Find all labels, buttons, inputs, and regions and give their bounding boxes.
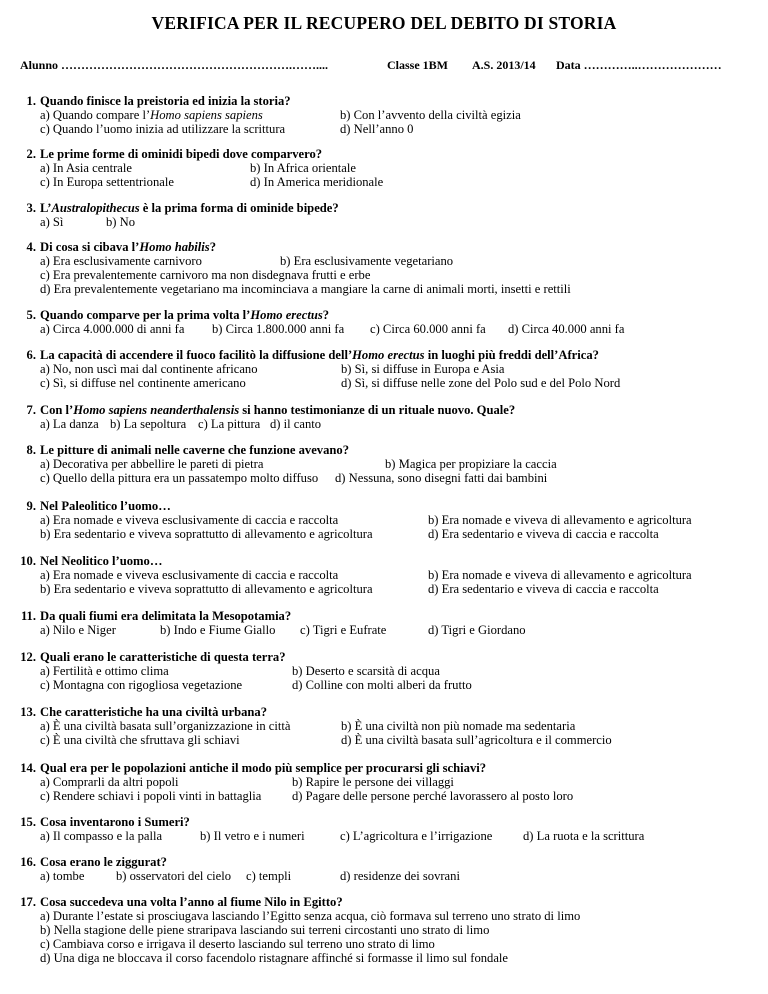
option-d: d) residenze dei sovrani [340,869,460,883]
option-b: b) Era nomade e viveva di allevamento e agricoltura [428,513,692,527]
option-a: a) Durante l’estate si prosciugava lasciando l’Egitto senza acqua, ciò formava sul terreno uno strato di limo [40,909,581,923]
option-c: c) Sì, si diffuse nel continente americano [40,376,246,390]
option-a: a) No, non uscì mai dal continente africano [40,362,258,376]
option-d: d) Circa 40.000 anni fa [508,322,625,336]
question-number: 17. [20,895,36,909]
question-text: Con l’Homo sapiens neanderthalensis si hanno testimonianze di un rituale nuovo. Quale? [40,403,516,417]
option-d: d) In America meridionale [250,175,384,189]
question-number: 13. [20,705,36,719]
question-2 [18,147,758,189]
question-number: 6. [26,348,36,362]
option-c: c) Cambiava corso e irrigava il deserto lasciando sul terreno uno strato di limo [40,937,435,951]
question-number: 8. [26,443,36,457]
option-c: b) Era sedentario e viveva soprattutto di allevamento e agricoltura [40,582,373,596]
question-11 [18,609,758,637]
option-d: d) Era sedentario e viveva di caccia e raccolta [428,582,659,596]
question-1 [18,94,758,136]
option-a: a) La danza [40,417,99,431]
option-b: b) Magica per propiziare la caccia [385,457,557,471]
question-text: Cosa inventarono i Sumeri? [40,815,190,829]
option-c: c) È una civiltà che sfruttava gli schiavi [40,733,240,747]
option-c: c) Era prevalentemente carnivoro ma non disdegnava frutti e erbe [40,268,371,282]
option-a: a) Nilo e Niger [40,623,116,637]
option-a: a) Era nomade e viveva esclusivamente di caccia e raccolta [40,568,339,582]
question-4 [18,240,758,296]
option-b: b) Sì, si diffuse in Europa e Asia [341,362,505,376]
option-d: d) La ruota e la scrittura [523,829,645,843]
student-header [20,58,750,74]
option-d: d) Era prevalentemente vegetariano ma incominciava a mangiare la carne di animali morti, insetti e rettili [40,282,571,296]
option-d: d) il canto [270,417,322,431]
school-year-label: A.S. 2013/14 [472,58,536,72]
option-b: b) osservatori del cielo [116,869,232,883]
option-a: a) Sì [40,215,64,229]
option-a: a) tombe [40,869,85,883]
option-c: c) Quello della pittura era un passatempo molto diffuso [40,471,319,485]
option-d: d) Colline con molti alberi da frutto [292,678,472,692]
question-number: 1. [26,94,36,108]
option-d: d) Tigri e Giordano [428,623,526,637]
question-text: Qual era per le popolazioni antiche il modo più semplice per procurarsi gli schiavi? [40,761,487,775]
question-text: Le prime forme di ominidi bipedi dove comparvero? [40,147,323,161]
option-d: d) Nell’anno 0 [340,122,414,136]
question-6 [18,348,758,390]
option-d: d) È una civiltà basata sull’agricoltura e il commercio [341,733,612,747]
option-c: c) Circa 60.000 anni fa [370,322,486,336]
option-a: a) È una civiltà basata sull’organizzazione in città [40,719,291,733]
question-12 [18,650,758,692]
question-14 [18,761,758,803]
question-13 [18,705,758,747]
question-text: Nel Neolitico l’uomo… [40,554,163,568]
question-15 [18,815,758,843]
question-number: 15. [20,815,36,829]
option-c: c) templi [246,869,292,883]
option-c: b) Era sedentario e viveva soprattutto di allevamento e agricoltura [40,527,373,541]
question-9 [18,499,758,541]
option-b: b) No [106,215,136,229]
option-d: d) Pagare delle persone perché lavorassero al posto loro [292,789,574,803]
question-text: La capacità di accendere il fuoco facilitò la diffusione dell’Homo erectus in luoghi più freddi dell’Africa? [40,348,599,362]
question-number: 11. [20,609,36,623]
option-c: c) L’agricoltura e l’irrigazione [340,829,493,843]
question-number: 3. [26,201,36,215]
question-text: Le pitture di animali nelle caverne che funzione avevano? [40,443,349,457]
option-a: a) Era esclusivamente carnivoro [40,254,202,268]
option-c: c) In Europa settentrionale [40,175,174,189]
option-b: b) È una civiltà non più nomade ma sedentaria [341,719,576,733]
student-name-field: Alunno ………………………………………………….…….... [20,58,329,72]
option-a: a) Era nomade e viveva esclusivamente di caccia e raccolta [40,513,339,527]
option-a: a) Comprarli da altri popoli [40,775,179,789]
question-number: 10. [20,554,36,568]
option-a: a) In Asia centrale [40,161,132,175]
option-b: b) Deserto e scarsità di acqua [292,664,440,678]
question-text: Da quali fiumi era delimitata la Mesopotamia? [40,609,292,623]
option-b: b) Era nomade e viveva di allevamento e agricoltura [428,568,692,582]
option-b: b) Circa 1.800.000 anni fa [212,322,345,336]
question-text: Quando finisce la preistoria ed inizia la storia? [40,94,291,108]
question-text: L’Australopithecus è la prima forma di ominide bipede? [40,201,339,215]
question-number: 7. [26,403,36,417]
option-a: a) Fertilità e ottimo clima [40,664,169,678]
option-b: b) Indo e Fiume Giallo [160,623,276,637]
question-text: Nel Paleolitico l’uomo… [40,499,171,513]
option-a: a) Decorativa per abbellire le pareti di pietra [40,457,264,471]
question-number: 12. [20,650,36,664]
date-field: Data …………..………………… [556,58,722,72]
page-title: VERIFICA PER IL RECUPERO DEL DEBITO DI STORIA [151,13,617,33]
question-8 [18,443,758,485]
question-text: Che caratteristiche ha una civiltà urbana? [40,705,268,719]
question-number: 16. [20,855,36,869]
option-b: b) Il vetro e i numeri [200,829,305,843]
option-d: d) Nessuna, sono disegni fatti dai bambini [335,471,548,485]
question-text: Di cosa si cibava l’Homo habilis? [40,240,216,254]
option-b: b) In Africa orientale [250,161,356,175]
option-b: b) La sepoltura [110,417,187,431]
question-number: 14. [20,761,36,775]
option-d: d) Sì, si diffuse nelle zone del Polo sud e del Polo Nord [341,376,621,390]
option-c: c) Rendere schiavi i popoli vinti in battaglia [40,789,262,803]
option-b: b) Con l’avvento della civiltà egizia [340,108,521,122]
question-number: 5. [26,308,36,322]
option-d: d) Era sedentario e viveva di caccia e raccolta [428,527,659,541]
option-c: c) Montagna con rigogliosa vegetazione [40,678,243,692]
question-16 [18,855,758,883]
question-7 [18,403,758,431]
option-d: d) Una diga ne bloccava il corso facendolo ristagnare affinché si formasse il limo sul fondale [40,951,509,965]
question-number: 2. [26,147,36,161]
question-10 [18,554,758,596]
question-5 [18,308,758,336]
option-b: b) Era esclusivamente vegetariano [280,254,454,268]
option-c: c) La pittura [198,417,261,431]
option-c: c) Tigri e Eufrate [300,623,387,637]
option-b: b) Rapire le persone dei villaggi [292,775,454,789]
question-text: Cosa succedeva una volta l’anno al fiume Nilo in Egitto? [40,895,343,909]
question-number: 4. [26,240,36,254]
option-b: b) Nella stagione delle piene straripava lasciando sui terreni circostanti uno strato di limo [40,923,490,937]
question-text: Cosa erano le ziggurat? [40,855,167,869]
class-label: Classe 1BM [387,58,448,72]
question-3 [18,201,758,229]
option-c: c) Quando l’uomo inizia ad utilizzare la scrittura [40,122,286,136]
option-a: a) Circa 4.000.000 di anni fa [40,322,185,336]
option-a: a) Il compasso e la palla [40,829,163,843]
option-a: a) Quando compare l’Homo sapiens sapiens [40,108,263,122]
question-text: Quali erano le caratteristiche di questa terra? [40,650,286,664]
question-number: 9. [26,499,36,513]
question-text: Quando comparve per la prima volta l’Homo erectus? [40,308,330,322]
question-17 [18,895,758,965]
